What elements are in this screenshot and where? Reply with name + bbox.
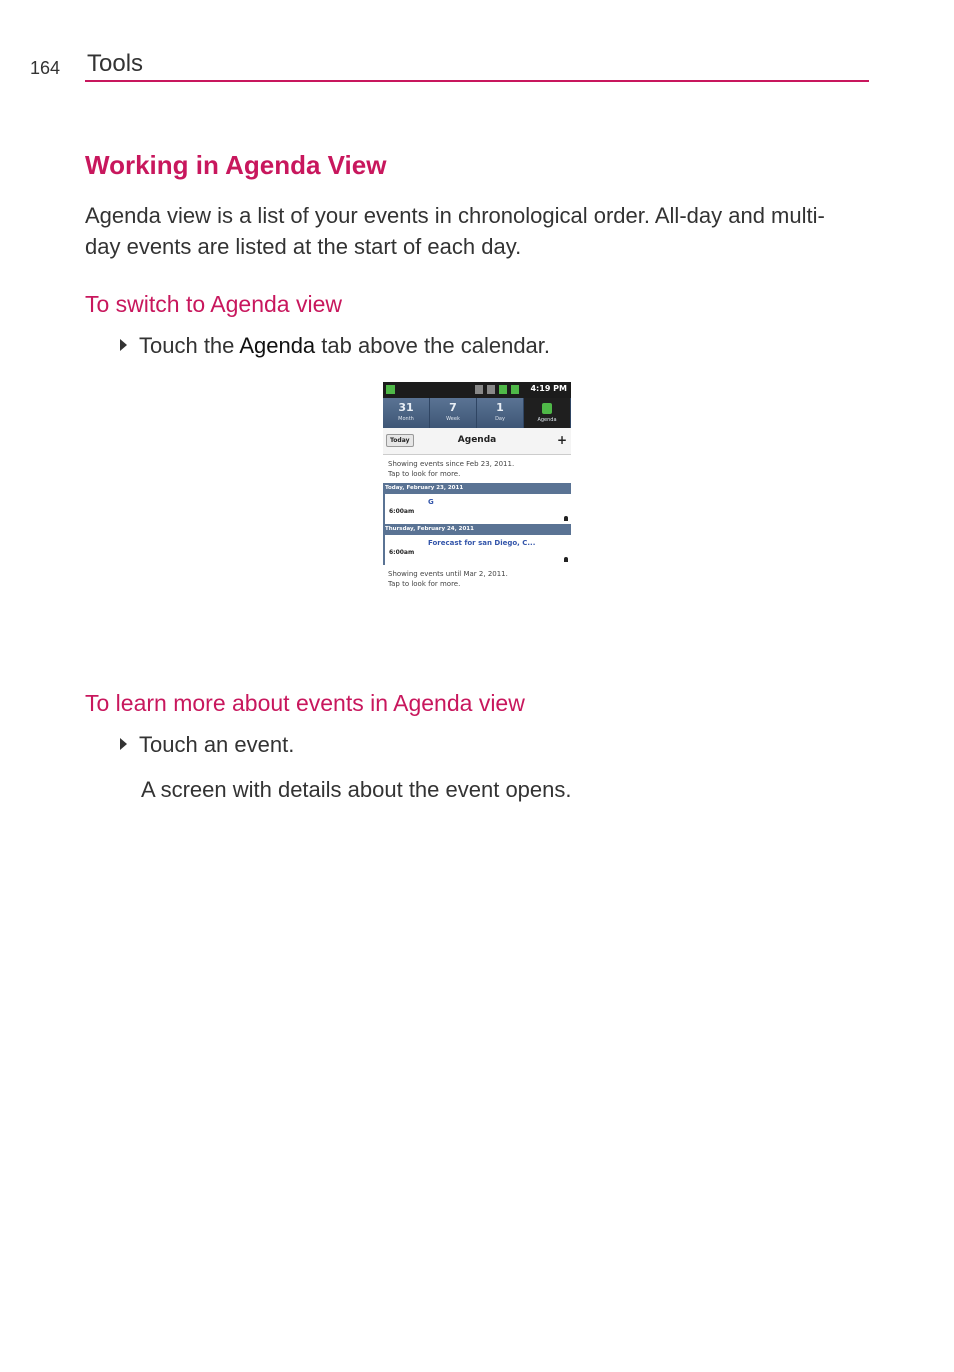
tab-label: Month — [398, 416, 414, 422]
event-row[interactable] — [383, 494, 571, 524]
view-tabs — [383, 398, 571, 428]
agenda-toolbar — [383, 428, 571, 455]
today-button[interactable]: Today — [386, 434, 414, 447]
agenda-icon — [542, 403, 552, 414]
event-time: 6:00am — [389, 508, 415, 515]
bullet-arrow-icon — [120, 738, 127, 750]
intro-paragraph: Agenda view is a list of your events in chronological order. All-day and multi-day events are listed at the start of each day. — [85, 203, 825, 259]
switch-step — [120, 333, 550, 359]
info-line: Tap to look for more. — [388, 470, 461, 478]
status-bar — [383, 382, 571, 398]
tab-week[interactable] — [430, 398, 477, 428]
learn-step — [120, 732, 294, 758]
tab-day[interactable] — [477, 398, 524, 428]
wifi-icon — [487, 385, 495, 394]
usb-icon — [475, 385, 483, 394]
step-suffix: tab above the calendar. — [315, 333, 551, 358]
status-time: 4:19 PM — [530, 384, 567, 393]
switch-heading: To switch to Agenda view — [85, 291, 342, 317]
week-icon: 7 — [449, 401, 457, 414]
event-row[interactable] — [383, 535, 571, 565]
tab-agenda[interactable] — [524, 398, 571, 428]
notification-icon — [386, 385, 395, 394]
page-number: 164 — [30, 58, 61, 78]
phone-screenshot — [383, 382, 571, 608]
section-title: Tools — [87, 50, 144, 77]
agenda-title: Agenda — [457, 435, 497, 445]
step-bold: Agenda — [239, 333, 316, 358]
tab-month[interactable] — [383, 398, 430, 428]
add-event-button[interactable]: + — [556, 433, 567, 447]
event-time: 6:00am — [389, 549, 415, 556]
learn-result: A screen with details about the event opens. — [141, 777, 572, 802]
tab-label: Agenda — [537, 417, 557, 423]
bullet-arrow-icon — [120, 339, 127, 351]
info-top[interactable] — [383, 455, 571, 483]
info-line: Showing events since Feb 23, 2011. — [388, 460, 515, 468]
header-rule — [85, 80, 869, 82]
signal-icon — [499, 385, 507, 394]
event-name: G — [428, 498, 434, 506]
reminder-bell-icon — [564, 516, 568, 521]
tab-label: Week — [446, 416, 460, 422]
info-line: Showing events until Mar 2, 2011. — [388, 570, 508, 578]
battery-icon — [511, 385, 519, 394]
day-header: Today, February 23, 2011 — [383, 483, 571, 494]
tab-label: Day — [495, 416, 505, 422]
learn-heading: To learn more about events in Agenda view — [85, 690, 525, 716]
day-icon: 1 — [496, 401, 504, 414]
step-prefix: Touch the — [139, 333, 240, 358]
main-heading: Working in Agenda View — [85, 150, 387, 180]
reminder-bell-icon — [564, 557, 568, 562]
info-line: Tap to look for more. — [388, 580, 461, 588]
info-bottom[interactable] — [383, 565, 571, 593]
event-name: Forecast for san Diego, C... — [428, 539, 536, 547]
day-header: Thursday, February 24, 2011 — [383, 524, 571, 535]
month-icon: 31 — [398, 401, 414, 414]
step-text: Touch an event. — [139, 732, 295, 757]
